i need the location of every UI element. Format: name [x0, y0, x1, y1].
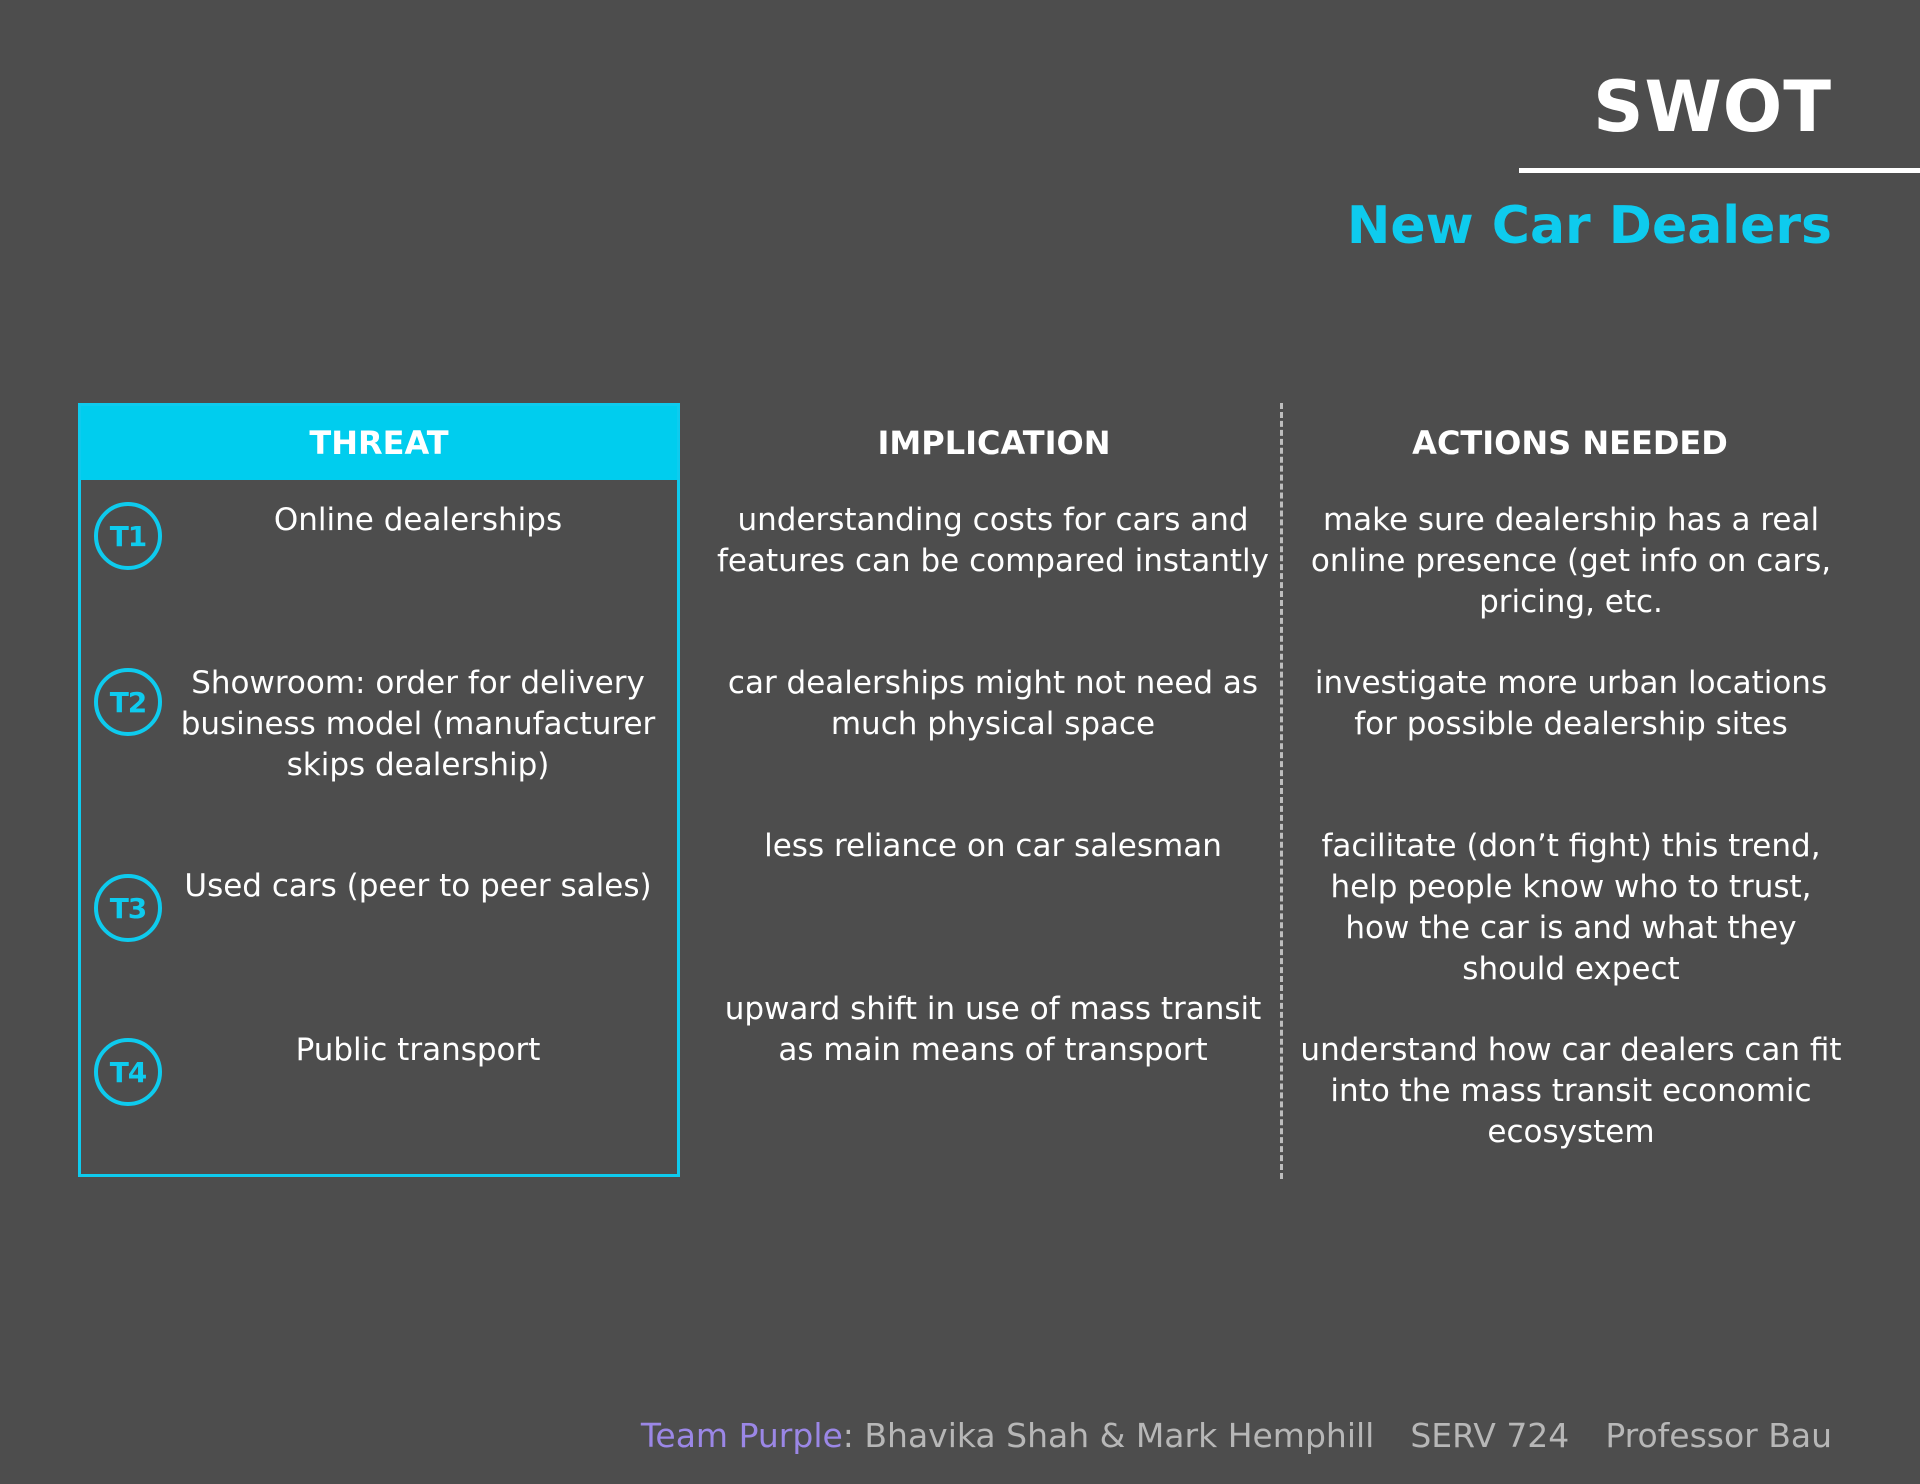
action-item: investigate more urban locations for possible dealership sites	[1314, 665, 1828, 742]
implication-item: car dealerships might not need as much physical space	[727, 665, 1259, 742]
threat-item: Used cars (peer to peer sales)	[184, 868, 652, 904]
threat-badge-t2: T2	[94, 668, 162, 736]
action-item: make sure dealership has a real online presence (get info on cars, pricing, etc.	[1310, 502, 1832, 620]
threat-badge-t3: T3	[94, 874, 162, 942]
footer-credits	[641, 1416, 1832, 1455]
action-item: facilitate (don’t fight) this trend, help people know who to trust, how the car is and what they should expect	[1321, 828, 1821, 987]
footer-team: Team Purple	[640, 1416, 843, 1455]
column-divider	[1280, 403, 1283, 1179]
footer-members: : Bhavika Shah & Mark Hemphill	[842, 1416, 1375, 1455]
implication-column-header: IMPLICATION	[877, 424, 1111, 462]
threat-item: Online dealerships	[273, 502, 563, 538]
threat-item: Showroom: order for delivery business model (manufacturer skips dealership)	[180, 665, 656, 783]
threat-column-header: THREAT	[81, 406, 677, 480]
implication-item: less reliance on car salesman	[764, 828, 1222, 864]
slide-subtitle: New Car Dealers	[1346, 196, 1832, 256]
implication-item: understanding costs for cars and features can be compared instantly	[717, 502, 1269, 579]
threat-badge-t1: T1	[94, 502, 162, 570]
title-underline	[1519, 168, 1920, 173]
threat-badge-t4: T4	[94, 1038, 162, 1106]
actions-column-header: ACTIONS NEEDED	[1412, 424, 1728, 462]
footer-professor: Professor Bau	[1605, 1416, 1832, 1455]
threat-item: Public transport	[295, 1032, 541, 1068]
implication-item: upward shift in use of mass transit as main means of transport	[724, 991, 1262, 1068]
footer-course: SERV 724	[1410, 1416, 1570, 1455]
action-item: understand how car dealers can fit into the mass transit economic ecosystem	[1300, 1032, 1842, 1150]
slide-title: SWOT	[1593, 66, 1832, 148]
